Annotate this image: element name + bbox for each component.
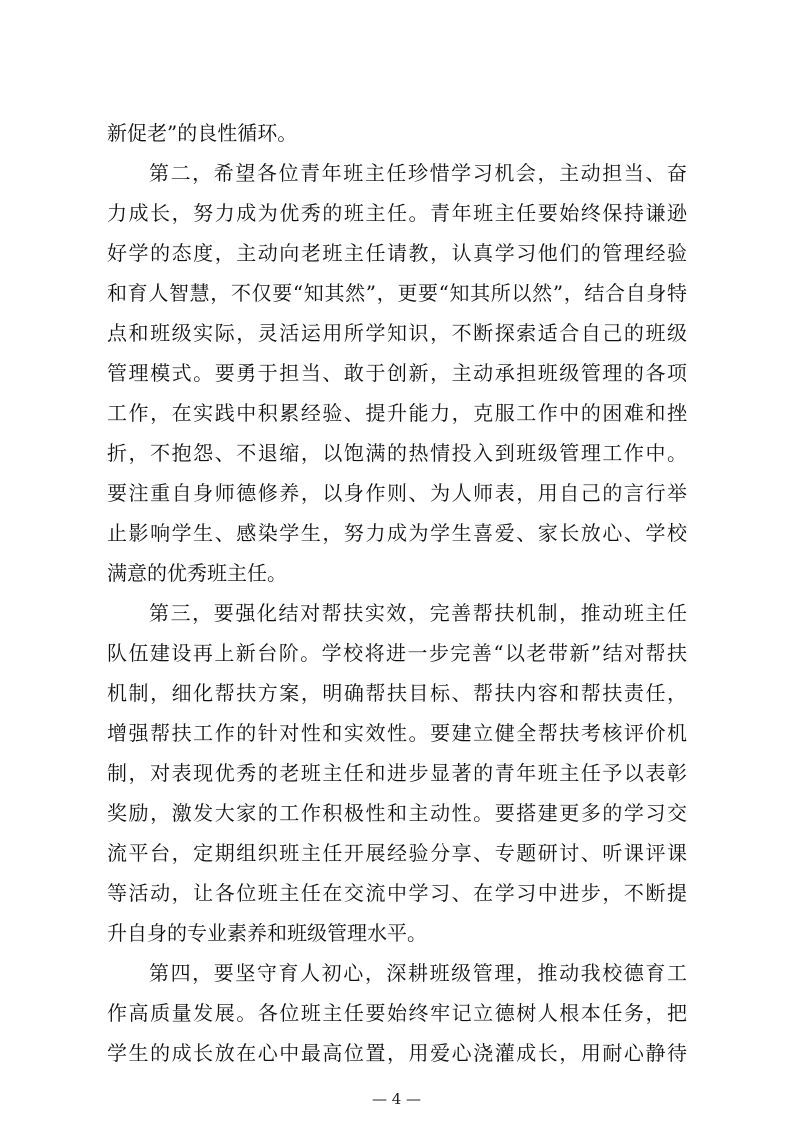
text-line: 新促老”的良性循环。 [107,121,298,145]
text-line: 奖励，激发大家的工作积极性和主动性。要搭建更多的学习交 [107,801,687,825]
text-line: 等活动，让各位班主任在交流中学习、在学习中进步，不断提 [107,881,687,905]
text-line: 作高质量发展。各位班主任要始终牢记立德树人根本任务，把 [107,1001,687,1025]
text-line: 学生的成长放在心中最高位置，用爱心浇灌成长，用耐心静待 [107,1041,687,1065]
text-line: 第三，要强化结对帮扶实效，完善帮扶机制，推动班主任 [149,601,687,625]
paragraph-second [107,153,687,593]
text-line: 第四，要坚守育人初心，深耕班级管理，推动我校德育工 [149,961,687,985]
text-line: 增强帮扶工作的针对性和实效性。要建立健全帮扶考核评价机 [107,721,687,745]
text-line: 点和班级实际，灵活运用所学知识，不断探索适合自己的班级 [107,321,687,345]
text-line: 折，不抱怨、不退缩，以饱满的热情投入到班级管理工作中。 [107,441,687,465]
text-line: 和育人智慧，不仅要“知其然”，更要“知其所以然”，结合自身特 [107,281,687,305]
paragraph-continuation [107,113,687,153]
text-line: 要注重自身师德修养，以身作则、为人师表，用自己的言行举 [107,481,687,505]
document-body [107,113,687,1073]
page-number: — 4 — [371,1090,422,1108]
text-line: 第二，希望各位青年班主任珍惜学习机会，主动担当、奋 [149,161,687,185]
text-line: 止影响学生、感染学生，努力成为学生喜爱、家长放心、学校 [107,521,687,545]
paragraph-fourth [107,953,687,1073]
text-line: 流平台，定期组织班主任开展经验分享、专题研讨、听课评课 [107,841,687,865]
text-line: 好学的态度，主动向老班主任请教，认真学习他们的管理经验 [107,241,687,265]
text-line: 制，对表现优秀的老班主任和进步显著的青年班主任予以表彰 [107,761,687,785]
text-line: 队伍建设再上新台阶。学校将进一步完善“以老带新”结对帮扶 [107,641,687,665]
text-line: 升自身的专业素养和班级管理水平。 [107,921,427,945]
text-line: 机制，细化帮扶方案，明确帮扶目标、帮扶内容和帮扶责任， [107,681,687,705]
text-line: 满意的优秀班主任。 [107,561,287,585]
text-line: 工作，在实践中积累经验、提升能力，克服工作中的困难和挫 [107,401,687,425]
paragraph-third [107,593,687,953]
text-line: 管理模式。要勇于担当、敢于创新，主动承担班级管理的各项 [107,361,687,385]
text-line: 力成长，努力成为优秀的班主任。青年班主任要始终保持谦逊 [107,201,687,225]
